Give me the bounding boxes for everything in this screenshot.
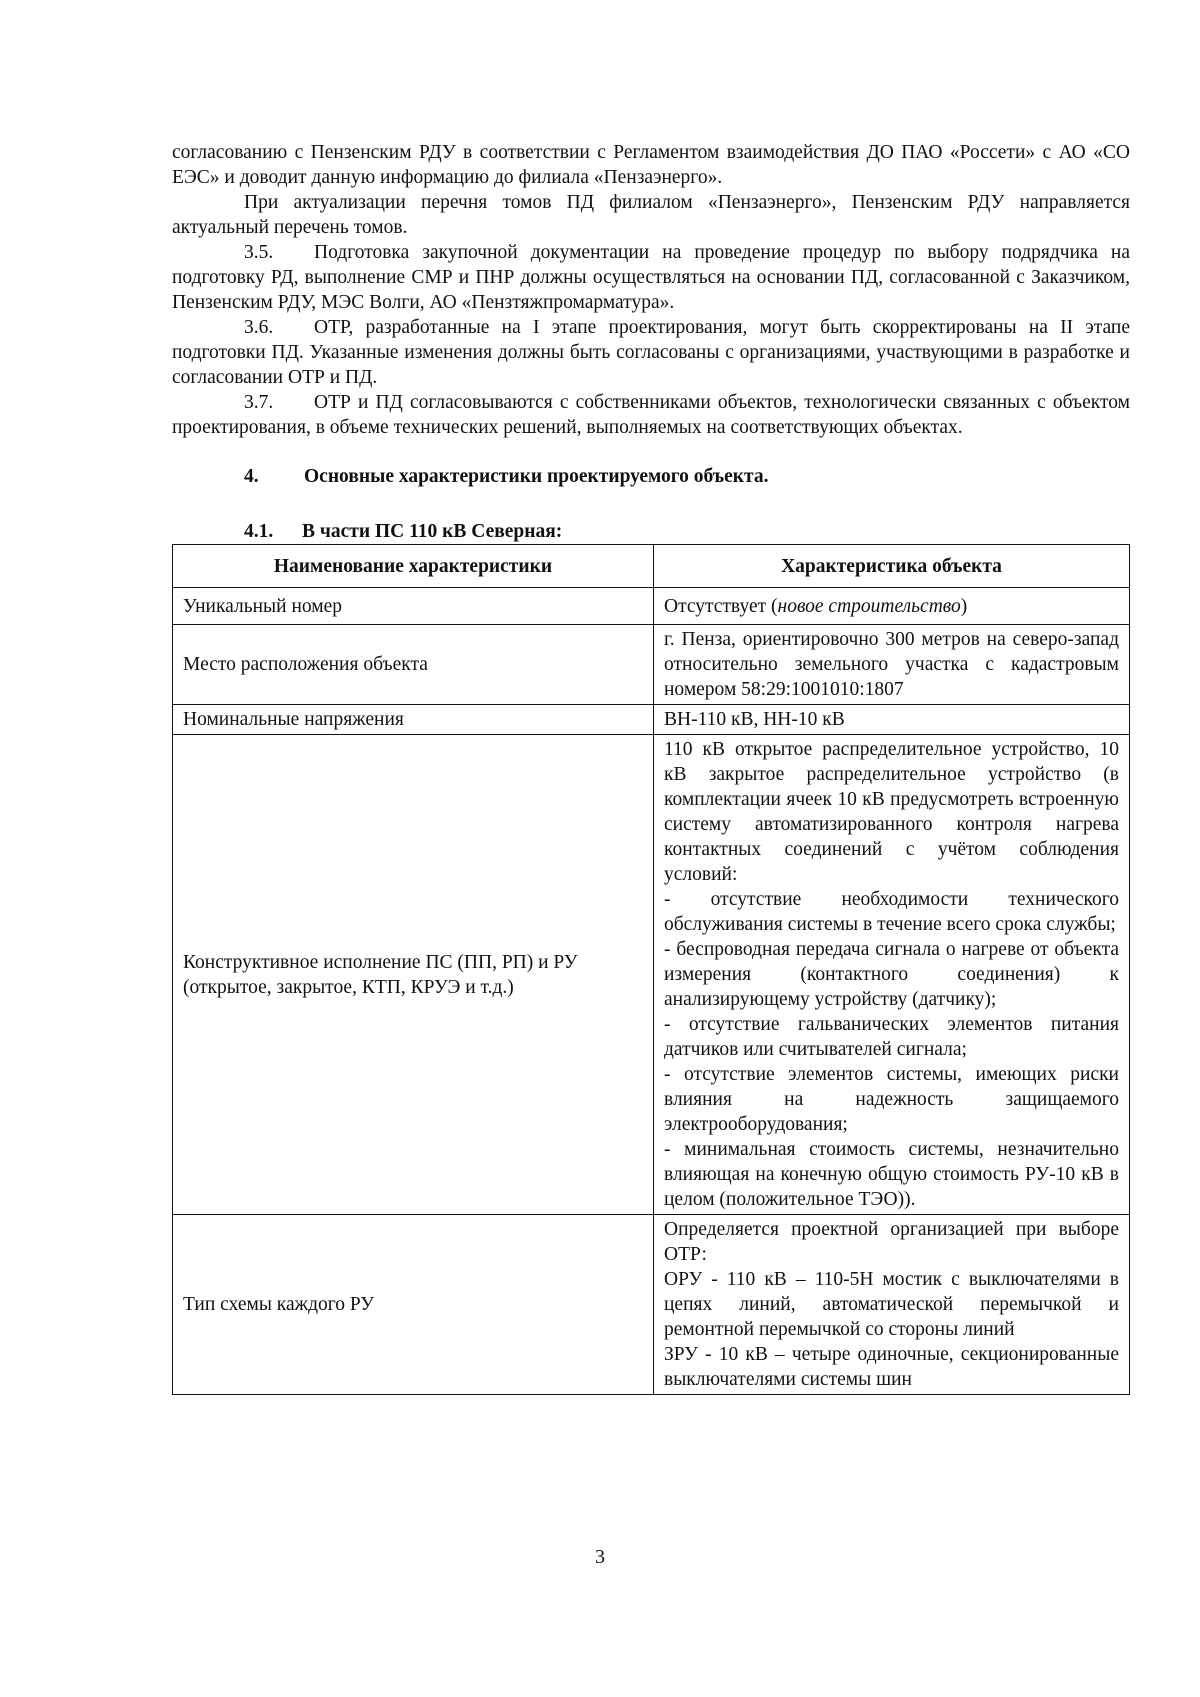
document-page	[172, 140, 1130, 1395]
clause-3-7	[172, 390, 1130, 440]
row-name: Конструктивное исполнение ПС (ПП, РП) и РУ (открытое, закрытое, КТП, КРУЭ и т.д.)	[173, 735, 654, 1215]
value-line: ОРУ - 110 кВ – 110-5Н мостик с выключателями в цепях линий, автоматической перемычкой и ремонтной перемычкой со стороны линий	[664, 1269, 1119, 1340]
characteristics-table	[172, 544, 1130, 1395]
column-header-value: Характеристика объекта	[654, 545, 1130, 588]
row-name: Место расположения объекта	[173, 625, 654, 705]
clause-text: Подготовка закупочной документации на проведение процедур по выбору подрядчика на подготовку РД, выполнение СМР и ПНР должны осуществляться на основании ПД, согласованной с Заказчиком, Пензенским РДУ, МЭС Волги, АО «Пензтяжпромарматура».	[172, 242, 1130, 313]
value-line: - отсутствие необходимости технического обслуживания системы в течение всего срока службы;	[664, 889, 1119, 935]
clause-number: 3.5.	[244, 242, 274, 263]
row-value: ВН-110 кВ, НН-10 кВ	[654, 705, 1130, 735]
clause-number: 3.6.	[244, 317, 274, 338]
table-header-row	[173, 545, 1130, 588]
italic-note: новое строительство	[777, 595, 961, 617]
section-title: Основные характеристики проектируемого объекта.	[304, 466, 769, 487]
value-line: - отсутствие элементов системы, имеющих риски влияния на надежность защищаемого электрооборудования;	[664, 1064, 1119, 1135]
row-value	[654, 735, 1130, 1215]
clause-3-6	[172, 315, 1130, 390]
table-row	[173, 1215, 1130, 1395]
value-line: - беспроводная передача сигнала о нагреве от объекта измерения (контактного соединения) к анализирующему устройству (датчику);	[664, 939, 1119, 1010]
row-name: Номинальные напряжения	[173, 705, 654, 735]
table-row	[173, 705, 1130, 735]
row-value	[654, 1215, 1130, 1395]
clause-3-5	[172, 240, 1130, 315]
subsection-title: В части ПС 110 кВ Северная:	[302, 521, 563, 542]
row-value: г. Пенза, ориентировочно 300 метров на северо-запад относительно земельного участка с кадастровым номером 58:29:1001010:1807	[654, 625, 1130, 705]
page-number: 3	[595, 1546, 605, 1568]
column-header-name: Наименование характеристики	[173, 545, 654, 588]
table-row	[173, 588, 1130, 625]
row-value: Отсутствует (новое строительство)	[654, 588, 1130, 625]
value-line: 110 кВ открытое распределительное устройство, 10 кВ закрытое распределительное устройство (в комплектации ячеек 10 кВ предусмотреть встроенную систему автоматизированного контроля нагрева контактных соединений с учётом соблюдения условий:	[664, 739, 1119, 885]
paragraph-update-list: При актуализации перечня томов ПД филиалом «Пензаэнерго», Пензенским РДУ направляется актуальный перечень томов.	[172, 192, 1130, 238]
value-line: - отсутствие гальванических элементов питания датчиков или считывателей сигнала;	[664, 1014, 1119, 1060]
table-row	[173, 735, 1130, 1215]
subsection-heading	[172, 519, 1130, 544]
value-line: Определяется проектной организацией при выборе ОТР:	[664, 1219, 1119, 1265]
subsection-number: 4.1.	[244, 521, 274, 542]
clause-text: ОТР, разработанные на I этапе проектирования, могут быть скорректированы на II этапе подготовки ПД. Указанные изменения должны быть согласованы с организациями, участвующими в разработке и согласовании ОТР и ПД.	[172, 317, 1130, 388]
table-row	[173, 625, 1130, 705]
value-line: - минимальная стоимость системы, незначительно влияющая на конечную общую стоимость РУ-10 кВ в целом (положительное ТЭО)).	[664, 1139, 1119, 1210]
clause-number: 3.7.	[244, 392, 274, 413]
value-line: ЗРУ - 10 кВ – четыре одиночные, секционированные выключателями системы шин	[664, 1344, 1119, 1390]
clause-text: ОТР и ПД согласовываются с собственниками объектов, технологически связанных с объектом проектирования, в объеме технических решений, выполняемых на соответствующих объектах.	[172, 392, 1130, 438]
paragraph-regulation: согласованию с Пензенским РДУ в соответствии с Регламентом взаимодействия ДО ПАО «Россети» с АО «СО ЕЭС» и доводит данную информацию до филиала «Пензаэнерго».	[172, 142, 1130, 188]
section-number: 4.	[244, 466, 259, 487]
row-name: Уникальный номер	[173, 588, 654, 625]
section-heading	[172, 464, 1130, 489]
row-name: Тип схемы каждого РУ	[173, 1215, 654, 1395]
